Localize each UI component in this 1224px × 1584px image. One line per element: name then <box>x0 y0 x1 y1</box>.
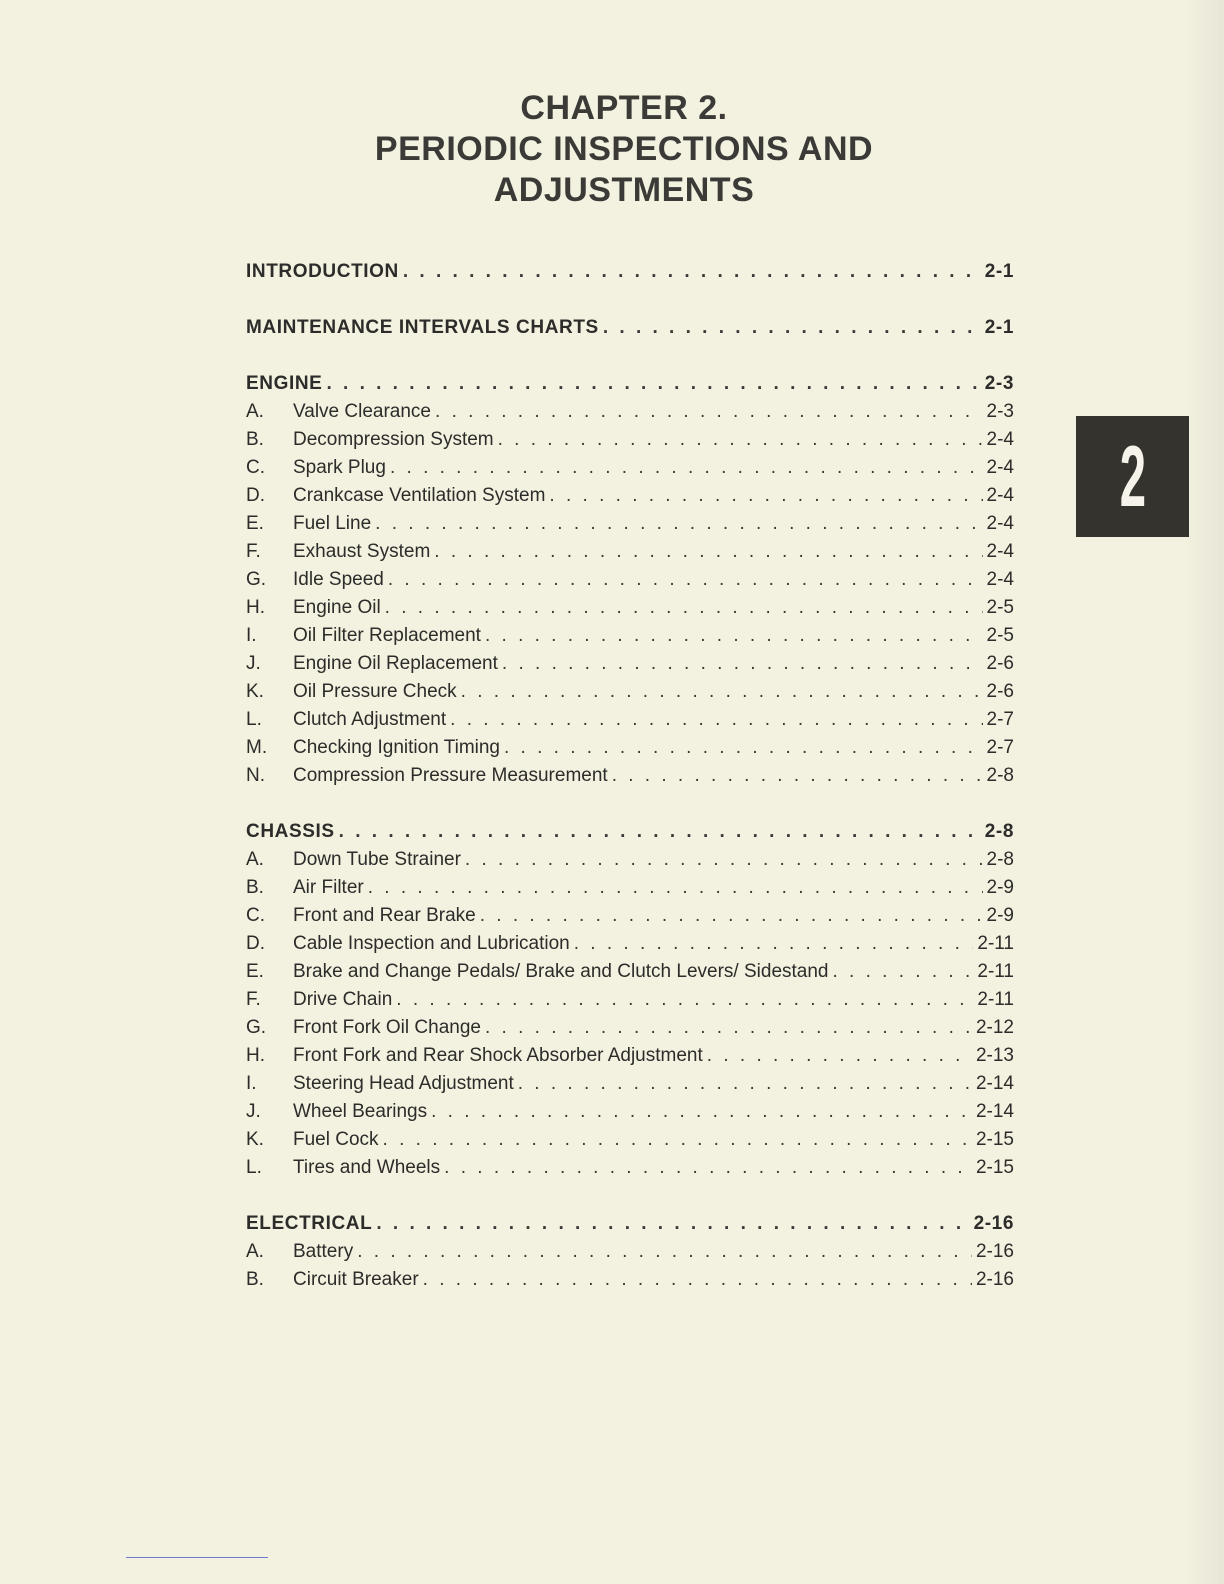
section-title: ENGINE <box>246 373 323 394</box>
toc-entry <box>246 482 1014 510</box>
dot-leader <box>485 622 983 650</box>
toc-section-heading <box>246 258 1014 286</box>
chapter-thumb-tab <box>1076 416 1189 537</box>
chapter-title-line-3: ADJUSTMENTS <box>493 171 755 209</box>
entry-title: Front Fork and Rear Shock Absorber Adjustment <box>293 1045 703 1066</box>
entry-letter: L. <box>246 709 262 730</box>
entry-letter: F. <box>246 989 261 1010</box>
chapter-tab-number: 2 <box>1119 428 1146 525</box>
entry-title: Crankcase Ventilation System <box>293 485 546 506</box>
toc-section <box>246 258 1014 286</box>
entry-letter: B. <box>246 877 264 898</box>
dot-leader <box>480 902 983 930</box>
entry-letter: M. <box>246 737 268 758</box>
dot-leader <box>504 734 983 762</box>
page-number: 2-16 <box>975 1269 1014 1290</box>
toc-entry <box>246 566 1014 594</box>
page-number: 2-7 <box>986 709 1014 730</box>
page-number: 2-8 <box>984 821 1014 842</box>
page-number: 2-3 <box>984 373 1014 394</box>
page-number: 2-9 <box>986 877 1014 898</box>
dot-leader <box>574 930 974 958</box>
page-number: 2-4 <box>986 541 1014 562</box>
toc-entry <box>246 426 1014 454</box>
entry-title: Fuel Line <box>293 513 372 534</box>
chapter-title-line-2: PERIODIC INSPECTIONS AND <box>374 130 874 168</box>
toc-entry <box>246 1098 1014 1126</box>
dot-leader <box>485 1014 972 1042</box>
page-number: 2-13 <box>975 1045 1014 1066</box>
entry-title: Exhaust System <box>293 541 431 562</box>
entry-title: Compression Pressure Measurement <box>293 765 608 786</box>
entry-letter: N. <box>246 765 265 786</box>
page-number: 2-6 <box>986 681 1014 702</box>
entry-letter: C. <box>246 905 265 926</box>
entry-title: Valve Clearance <box>293 401 432 422</box>
entry-title: Brake and Change Pedals/ Brake and Clutch Levers/ Sidestand <box>293 961 829 982</box>
toc-entry <box>246 930 1014 958</box>
entry-letter: C. <box>246 457 265 478</box>
toc-entry <box>246 1266 1014 1294</box>
dot-leader <box>450 706 982 734</box>
section-title: CHASSIS <box>246 821 335 842</box>
toc-entry <box>246 678 1014 706</box>
dot-leader <box>435 398 983 426</box>
page-number: 2-4 <box>986 569 1014 590</box>
page-number: 2-5 <box>986 625 1014 646</box>
entry-title: Clutch Adjustment <box>293 709 447 730</box>
page-number: 2-4 <box>986 457 1014 478</box>
entry-title: Engine Oil <box>293 597 381 618</box>
entry-title: Checking Ignition Timing <box>293 737 500 758</box>
dot-leader <box>403 258 981 286</box>
dot-leader <box>357 1238 972 1266</box>
dot-leader <box>502 650 983 678</box>
page-number: 2-3 <box>986 401 1014 422</box>
entry-letter: A. <box>246 1241 264 1262</box>
toc-entry <box>246 1014 1014 1042</box>
toc-entry <box>246 986 1014 1014</box>
page-number: 2-8 <box>986 765 1014 786</box>
entry-letter: E. <box>246 961 264 982</box>
toc-entry <box>246 1042 1014 1070</box>
entry-letter: G. <box>246 569 267 590</box>
entry-title: Down Tube Strainer <box>293 849 461 870</box>
dot-leader <box>833 958 974 986</box>
entry-title: Wheel Bearings <box>293 1101 428 1122</box>
entry-title: Oil Filter Replacement <box>293 625 481 646</box>
toc-entry <box>246 398 1014 426</box>
dot-leader <box>326 370 980 398</box>
page-number: 2-15 <box>975 1129 1014 1150</box>
section-title: INTRODUCTION <box>246 261 399 282</box>
dot-leader <box>385 594 983 622</box>
entry-letter: D. <box>246 485 265 506</box>
dot-leader <box>465 846 983 874</box>
page-number: 2-12 <box>975 1017 1014 1038</box>
page-number: 2-16 <box>975 1241 1014 1262</box>
footer-rule <box>126 1557 268 1558</box>
entry-title: Tires and Wheels <box>293 1157 441 1178</box>
dot-leader <box>612 762 983 790</box>
dot-leader <box>390 454 983 482</box>
page-number: 2-11 <box>977 961 1014 982</box>
toc-entry <box>246 1238 1014 1266</box>
toc-entry <box>246 1154 1014 1182</box>
dot-leader <box>368 874 983 902</box>
entry-letter: I. <box>246 625 257 646</box>
page-number: 2-11 <box>977 933 1014 954</box>
page-number: 2-4 <box>986 513 1014 534</box>
entry-title: Air Filter <box>293 877 364 898</box>
page-number: 2-7 <box>986 737 1014 758</box>
toc-section <box>246 818 1014 1182</box>
toc-section-heading <box>246 370 1014 398</box>
entry-title: Steering Head Adjustment <box>293 1073 514 1094</box>
chapter-title-line-1: CHAPTER 2. <box>520 89 728 127</box>
page-number: 2-8 <box>986 849 1014 870</box>
page-number: 2-6 <box>986 653 1014 674</box>
toc-entry <box>246 958 1014 986</box>
entry-letter: K. <box>246 681 264 702</box>
toc-entry <box>246 454 1014 482</box>
toc-section <box>246 370 1014 790</box>
toc-entry <box>246 538 1014 566</box>
entry-title: Battery <box>293 1241 354 1262</box>
entry-title: Drive Chain <box>293 989 393 1010</box>
toc-entry <box>246 874 1014 902</box>
dot-leader <box>388 566 983 594</box>
dot-leader <box>498 426 983 454</box>
entry-title: Cable Inspection and Lubrication <box>293 933 570 954</box>
entry-title: Spark Plug <box>293 457 386 478</box>
dot-leader <box>461 678 983 706</box>
page-number: 2-9 <box>986 905 1014 926</box>
entry-letter: A. <box>246 401 264 422</box>
toc-entry <box>246 622 1014 650</box>
entry-letter: H. <box>246 1045 265 1066</box>
chapter-title <box>0 88 1224 211</box>
dot-leader <box>375 510 982 538</box>
entry-letter: L. <box>246 1157 262 1178</box>
entry-title: Decompression System <box>293 429 494 450</box>
entry-letter: D. <box>246 933 265 954</box>
entry-title: Idle Speed <box>293 569 384 590</box>
page-edge-shadow <box>1184 0 1224 1584</box>
entry-letter: J. <box>246 653 261 674</box>
page-number: 2-16 <box>973 1213 1014 1234</box>
page-number: 2-4 <box>986 429 1014 450</box>
entry-title: Oil Pressure Check <box>293 681 457 702</box>
dot-leader <box>549 482 982 510</box>
toc-entry <box>246 1126 1014 1154</box>
entry-letter: J. <box>246 1101 261 1122</box>
page-number: 2-14 <box>975 1101 1014 1122</box>
entry-letter: H. <box>246 597 265 618</box>
toc-entry <box>246 706 1014 734</box>
section-title: ELECTRICAL <box>246 1213 373 1234</box>
dot-leader <box>518 1070 972 1098</box>
dot-leader <box>431 1098 972 1126</box>
page-number: 2-5 <box>986 597 1014 618</box>
page-number: 2-4 <box>986 485 1014 506</box>
toc-entry <box>246 510 1014 538</box>
section-title: MAINTENANCE INTERVALS CHARTS <box>246 317 599 338</box>
dot-leader <box>376 1210 969 1238</box>
page-number: 2-11 <box>977 989 1014 1010</box>
dot-leader <box>444 1154 972 1182</box>
entry-title: Front Fork Oil Change <box>293 1017 481 1038</box>
toc-entry <box>246 846 1014 874</box>
entry-letter: G. <box>246 1017 267 1038</box>
dot-leader <box>339 818 981 846</box>
dot-leader <box>423 1266 972 1294</box>
entry-letter: E. <box>246 513 264 534</box>
page-number: 2-15 <box>975 1157 1014 1178</box>
dot-leader <box>434 538 982 566</box>
entry-title: Fuel Cock <box>293 1129 379 1150</box>
toc-section <box>246 314 1014 342</box>
entry-letter: I. <box>246 1073 257 1094</box>
toc-entry <box>246 734 1014 762</box>
toc-entry <box>246 902 1014 930</box>
dot-leader <box>707 1042 972 1070</box>
entry-letter: B. <box>246 1269 264 1290</box>
entry-letter: A. <box>246 849 264 870</box>
table-of-contents <box>246 258 1014 1322</box>
page-number: 2-1 <box>984 317 1014 338</box>
toc-entry <box>246 594 1014 622</box>
toc-section-heading <box>246 314 1014 342</box>
page-number: 2-1 <box>984 261 1014 282</box>
toc-entry <box>246 650 1014 678</box>
entry-title: Engine Oil Replacement <box>293 653 498 674</box>
toc-section-heading <box>246 1210 1014 1238</box>
entry-letter: F. <box>246 541 261 562</box>
toc-entry <box>246 762 1014 790</box>
entry-title: Circuit Breaker <box>293 1269 419 1290</box>
dot-leader <box>396 986 973 1014</box>
toc-entry <box>246 1070 1014 1098</box>
dot-leader <box>383 1126 972 1154</box>
dot-leader <box>603 314 981 342</box>
page-number: 2-14 <box>975 1073 1014 1094</box>
toc-section-heading <box>246 818 1014 846</box>
toc-section <box>246 1210 1014 1294</box>
entry-letter: B. <box>246 429 264 450</box>
entry-letter: K. <box>246 1129 264 1150</box>
entry-title: Front and Rear Brake <box>293 905 476 926</box>
